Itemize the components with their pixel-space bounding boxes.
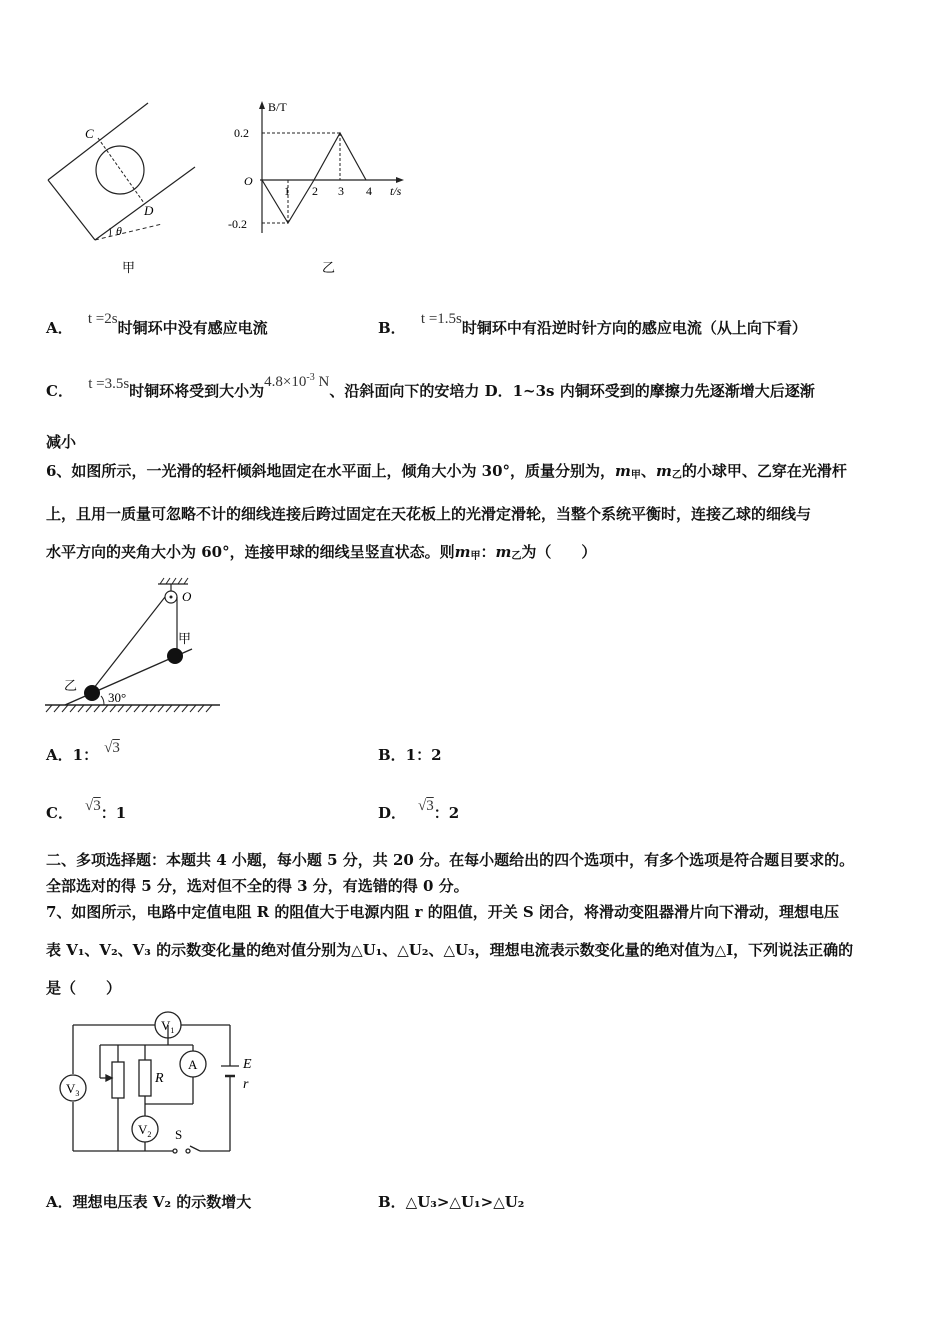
graph-origin: O — [244, 174, 253, 188]
q7-circuit — [55, 1008, 275, 1158]
graph-xlabel: t/s — [390, 184, 402, 198]
meter-v1-label: $V_1$ — [161, 1018, 175, 1035]
q5-option-c: C． t =3.5s时铜环将受到大小为$4.8\times 10^{-3}$ N、沿斜面向下的安培力 D．1~3s 内铜环受到的摩擦力先逐渐增大后逐渐 — [46, 372, 815, 400]
q7-option-b: B．△U₃>△U₁>△U₂ — [378, 1193, 525, 1211]
caption-jia: 甲 — [122, 260, 136, 275]
graph-xtick-2: 2 — [312, 184, 318, 198]
q6-option-a: A．1： √3 — [46, 740, 120, 764]
graph-ytick-2: -0.2 — [228, 217, 247, 231]
graph-xtick-4: 4 — [366, 184, 372, 198]
q5-option-d-cont: 减小 — [46, 433, 77, 451]
label-ball-yi: 乙 — [64, 678, 78, 693]
meter-v2-label: $V_2$ — [138, 1122, 152, 1139]
section2-heading: 二、多项选择题：本题共 4 小题，每小题 5 分，共 20 分。在每小题给出的四个选项中，有多个选项是符合题目要求的。 — [46, 851, 855, 869]
label-c: C — [85, 126, 94, 141]
q7-option-a: A．理想电压表 V₂ 的示数增大 — [46, 1193, 252, 1211]
label-pulley-o: O — [182, 589, 192, 604]
q6-figure — [40, 575, 230, 720]
caption-yi: 乙 — [322, 260, 336, 275]
graph-ylabel: B/T — [268, 100, 287, 114]
label-theta: θ — [116, 224, 122, 238]
graph-xtick-3: 3 — [338, 184, 344, 198]
switch-s-label: S — [175, 1127, 183, 1142]
q6-option-d: D． √3：2 — [378, 798, 460, 822]
internal-r-label: r — [243, 1077, 249, 1092]
meter-a-label: A — [188, 1057, 198, 1072]
q7-stem: 7、如图所示，电路中定值电阻 R 的阻值大于电源内阻 r 的阻值，开关 S 闭合，将滑动变阻器滑片向下滑动，理想电压 表 V₁、V₂、V₃ 的示数变化量的绝对值分别为△U₁、△U₂、△U₃，理想电流表示数变化量的绝对值为△I，下列说法正确的 是（ ） — [46, 903, 854, 997]
q6-stem: 6、如图所示，一光滑的轻杆倾斜地固定在水平面上，倾角大小为 30°，质量分别为，$m_甲$、$m_乙$的小球甲、乙穿在光滑杆 上，且用一质量可忽略不计的细线连接后跨过固定在天花板上的光滑定滑轮，当整个系统平衡时，连接乙球的细线与 水平方向的夹角大小为 60°，连接甲球的细线呈竖直状态。则$m_甲$：$m_乙$为（ ） — [46, 462, 847, 562]
q5-option-a: A． t =2s时铜环中没有感应电流 — [46, 311, 268, 337]
figure-jia-incline — [40, 95, 210, 280]
figure-yi-graph — [222, 95, 412, 280]
q6-option-c: C． √3：1 — [46, 798, 127, 822]
q6-option-b: B．1：2 — [378, 746, 442, 764]
q5-option-b: B． t =1.5s时铜环中有沿逆时针方向的感应电流（从上向下看） — [378, 311, 807, 337]
graph-xtick-1: 1 — [284, 184, 290, 198]
resistor-r-label: R — [155, 1071, 164, 1086]
label-angle-30: 30° — [108, 690, 127, 705]
graph-ytick-0: 0.2 — [234, 126, 249, 140]
emf-e-label: E — [243, 1057, 252, 1072]
meter-v3-label: $V_3$ — [66, 1081, 80, 1098]
label-d: D — [144, 203, 154, 218]
label-ball-jia: 甲 — [178, 631, 192, 646]
section2-scoring: 全部选对的得 5 分，选对但不全的得 3 分，有选错的得 0 分。 — [46, 877, 469, 895]
